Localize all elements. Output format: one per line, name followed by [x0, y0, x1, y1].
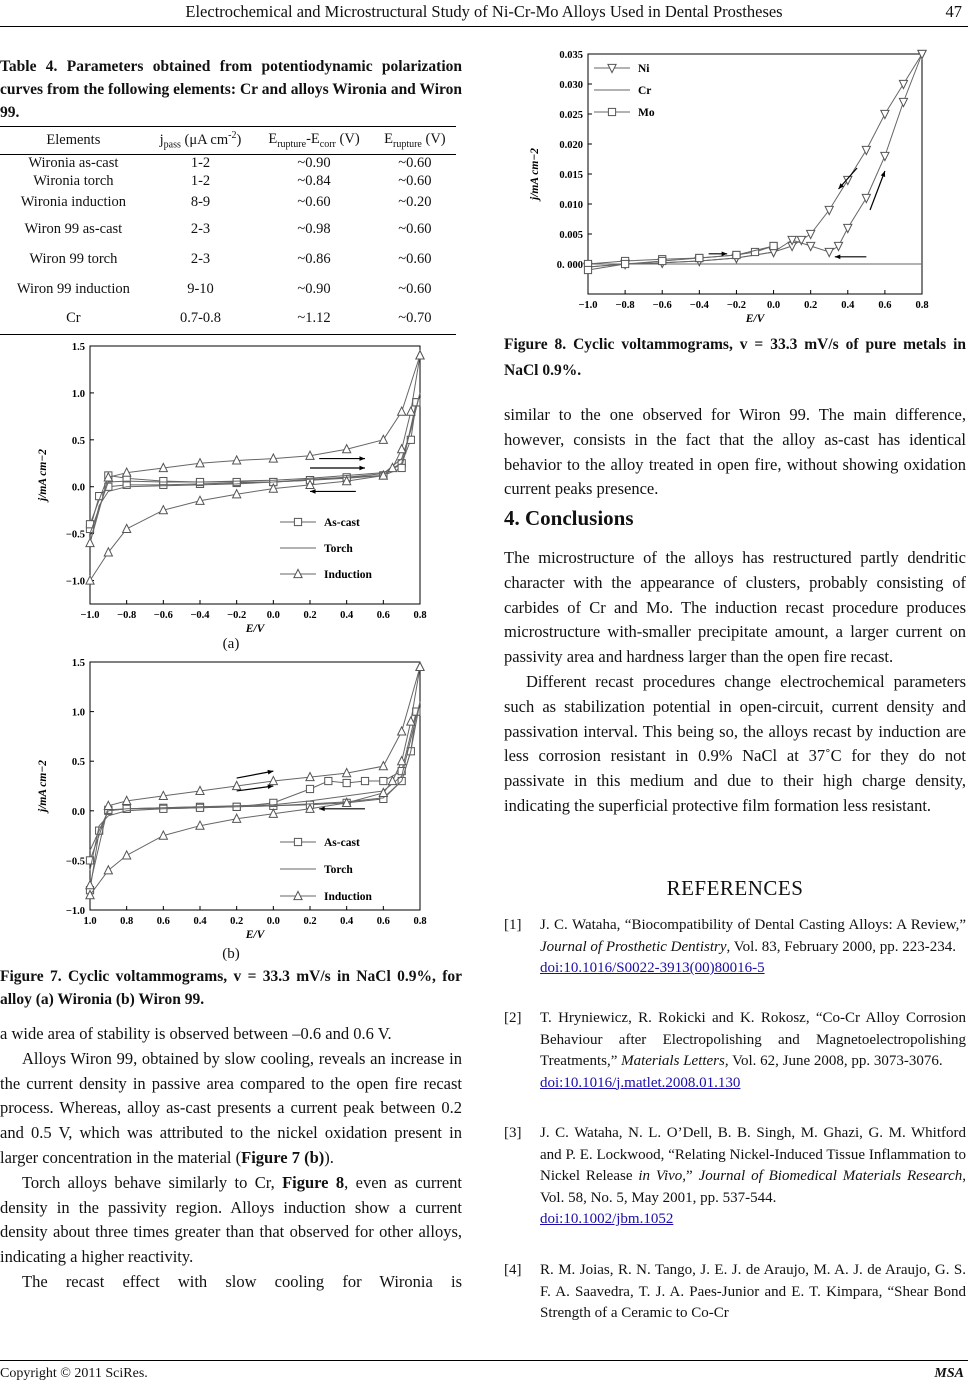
data-point — [834, 242, 842, 250]
conclusion-paragraph-2: Different recast procedures change electrochemical parameters such as stabilization potential in open-circuit, current density and passivation interval. This being so, the alloys recast by induction are less corrosion resistant in 0.9% NaCl at 37˚C for they do not passivate in this medium and due to their high charge density, indicating the superficial protective film formation less resistant. — [504, 671, 966, 815]
x-tick-label: 0.4 — [841, 300, 855, 311]
table-cell: ~0.90 — [297, 154, 331, 171]
x-tick-label: 0.2 — [303, 916, 317, 927]
x-tick-label: 1.0 — [83, 916, 97, 927]
y-tick-label: 0. 000 — [556, 260, 583, 271]
figure-8-caption: Figure 8. Cyclic voltammograms, v = 33.3 mV/s of pure metals in NaCl 0.9%. — [504, 336, 966, 379]
series-line — [588, 246, 774, 264]
doi-link-1[interactable]: doi:10.1016/S0022-3913(00)80016-5 — [540, 960, 765, 976]
table-row — [0, 190, 456, 214]
conclusion-paragraph-1: The microstructure of the alloys has restructured partly dendritic character with the appearance of clusters, probably consisting of carbides of Cr and Mo. The induction recast procedure produces microstructure with-smaller precipitate amount, a larger current on passivity area and hardness larger than the open fire recast. — [504, 548, 966, 667]
arrow-head — [359, 466, 365, 471]
data-point — [733, 251, 740, 258]
x-tick-label: −1.0 — [578, 300, 598, 311]
data-point — [86, 881, 94, 889]
legend-label: As-cast — [324, 837, 360, 849]
data-point — [608, 108, 615, 115]
data-point — [398, 464, 405, 471]
table-cell: Wironia torch — [33, 172, 114, 189]
conclusions-text — [504, 546, 966, 819]
x-tick-label: 0.2 — [303, 610, 317, 621]
data-point — [379, 762, 387, 770]
table4 — [0, 126, 462, 335]
x-tick-label: 0.2 — [804, 300, 818, 311]
data-point — [881, 152, 889, 160]
y-tick-label: 0.015 — [559, 170, 583, 181]
left-paragraph-1: a wide area of stability is observed between –0.6 and 0.6 V. — [0, 1024, 392, 1043]
data-point — [881, 110, 889, 118]
data-point — [844, 224, 852, 232]
left-paragraph-2: Alloys Wiron 99, obtained by slow cooling, reveals an increase in the current density in passive area compared to the open fire recast process. Whereas, alloy as-cast presents a current peak between 0.2 and 0.5 V, which was attributed to the nickel oxidation present in larger concentration in the material (Figure 7 (b)). — [0, 1048, 462, 1167]
y-tick-label: 0.025 — [559, 110, 583, 121]
x-tick-label: 0.8 — [413, 916, 427, 927]
x-tick-label: 0.6 — [878, 300, 892, 311]
table-cell: ~0.60 — [398, 220, 432, 237]
series-line — [90, 355, 420, 543]
legend-label: As-cast — [324, 517, 360, 529]
right-paragraph-1: similar to the one observed for Wiron 99. The main difference, however, consists in the fact that the alloy as-cast has identical behavior to the alloy treated in open fire, without showing oxidation current peaks presence. — [504, 405, 966, 499]
y-tick-label: −0.5 — [65, 529, 85, 541]
x-tick-label: −0.8 — [117, 610, 137, 621]
y-tick-label: 1.0 — [71, 388, 85, 400]
data-point — [407, 407, 415, 415]
y-axis-label: j/mA cm−2 — [37, 448, 49, 502]
reference-4: [4] R. M. Joias, R. N. Tango, J. E. J. de Araujo, M. A. J. de Araujo, G. S. F. A. Saavedra, T. J. A. Paes-Junior and E. T. Kimpara, “Shear Bond Strength of a Ceramic to Co-Cr — [504, 1262, 966, 1321]
table-cell: Wiron 99 induction — [16, 280, 130, 297]
series-line — [90, 393, 420, 543]
y-axis-label: j/mA cm−2 — [37, 759, 49, 813]
left-paragraph-3: Torch alloys behave similarly to Cr, Figure 8, even as current density in the passivity region. Alloys induction show a current density about three times greater than that observed for other alloys, indicating a higher reactivity. — [0, 1172, 462, 1267]
x-tick-label: −0.4 — [190, 610, 210, 621]
y-tick-label: 0.005 — [559, 230, 583, 241]
series-line — [588, 246, 774, 270]
arrow-head — [359, 456, 365, 461]
x-tick-label: 0.2 — [230, 916, 244, 927]
series-line — [90, 402, 416, 524]
table-row — [0, 244, 456, 274]
figure-7b-ref[interactable]: Figure 7 (b) — [241, 1147, 325, 1167]
data-point — [398, 407, 406, 415]
table4-caption: Table 4. Parameters obtained from potentiodynamic polarization curves from the following elements: Cr and alloys Wironia and Wiron 99. — [0, 58, 462, 121]
figure-7a — [30, 340, 430, 645]
data-point — [413, 399, 420, 406]
reference-3: [3] J. C. Wataha, N. L. O’Dell, B. B. Singh, M. Ghazi, G. M. Whitford and P. E. Lockwood, “Relating Nickel-Induced Tissue Inflammation to Nickel Release in Vivo,” Journal of Biomedical Materials Research, Vol. 58, No. 5, May 2001, pp. 537-544. doi:10.1002/jbm.1052 — [504, 1125, 967, 1227]
page-header — [0, 0, 968, 30]
table-cell: ~0.60 — [398, 250, 432, 267]
data-point — [294, 838, 301, 845]
plot-frame — [90, 662, 420, 910]
data-point — [862, 146, 870, 154]
table-header-elements: Elements — [0, 127, 147, 155]
table-cell: 0.7-0.8 — [147, 304, 255, 334]
footer-rule — [0, 1360, 968, 1361]
x-tick-label: 0.0 — [266, 610, 280, 621]
legend-label: Induction — [324, 569, 372, 581]
x-tick-label: 0.4 — [193, 916, 207, 927]
y-axis-label: j/mA cm−2 — [529, 147, 541, 201]
data-point — [584, 266, 591, 273]
data-point — [862, 194, 870, 202]
arrow-head — [881, 171, 885, 177]
table-cell: 1-2 — [190, 172, 211, 189]
x-axis-label: E/V — [245, 929, 265, 941]
data-point — [343, 779, 350, 786]
data-point — [659, 257, 666, 264]
chart-8-svg — [528, 48, 938, 333]
data-point — [622, 260, 629, 267]
data-point — [899, 98, 907, 106]
data-point — [233, 478, 240, 485]
y-tick-label: 1.0 — [71, 707, 85, 719]
data-point — [104, 866, 112, 874]
page-number: 47 — [945, 2, 962, 21]
footer-copyright: Copyright © 2011 SciRes. — [0, 1366, 148, 1381]
x-tick-label: −0.6 — [652, 300, 672, 311]
table-cell: Cr — [0, 304, 147, 334]
table-header-jpass: $j_{pass}$ (μA $cm^{-2}$) — [147, 127, 255, 155]
references-list — [504, 915, 966, 1355]
figure-8 — [528, 48, 938, 338]
right-body-text — [504, 403, 966, 502]
direction-arrow — [237, 771, 274, 778]
parameters-table — [0, 126, 456, 335]
table-cell: ~1.12 — [254, 304, 374, 334]
y-tick-label: 0.5 — [71, 757, 85, 769]
data-point — [416, 662, 424, 670]
legend-label: Torch — [324, 543, 353, 555]
x-axis-label: E/V — [245, 623, 265, 635]
series-line — [90, 702, 420, 851]
y-tick-label: −1.0 — [65, 906, 85, 917]
data-point — [380, 777, 387, 784]
arrow-head — [267, 770, 273, 775]
direction-arrow — [870, 171, 885, 210]
y-tick-label: 1.5 — [71, 658, 85, 669]
x-tick-label: −0.2 — [227, 610, 247, 621]
x-tick-label: −0.6 — [153, 610, 173, 621]
series-line — [90, 712, 416, 861]
table-row — [0, 172, 456, 190]
table-cell: ~0.90 — [297, 280, 331, 297]
data-point — [696, 254, 703, 261]
data-point — [770, 242, 777, 249]
table-row — [0, 304, 456, 334]
data-point — [160, 477, 167, 484]
reference-2: [2] T. Hryniewicz, R. Rokicki and K. Rokosz, “Co-Cr Alloy Corrosion Behaviour after Electropolishing and Magnetoelectropolishing Treatments,” Materials Letters, Vol. 62, June 2008, pp. 3073-3076. doi:10.1016/j.matlet.2008.01.130 — [504, 1010, 966, 1091]
table-row — [0, 274, 456, 304]
data-point — [416, 351, 424, 359]
y-tick-label: −1.0 — [65, 576, 85, 588]
data-point — [807, 230, 815, 238]
table-cell: ~0.84 — [297, 172, 331, 189]
table-cell: ~0.98 — [297, 220, 331, 237]
table-header-erupture-ecorr: $E_{rupture}-E_{corr}$ (V) — [254, 127, 374, 155]
table-row — [0, 214, 456, 244]
figure-8-ref[interactable]: Figure 8 — [282, 1172, 345, 1192]
y-tick-label: −0.5 — [65, 856, 85, 868]
data-point — [123, 524, 131, 532]
table-cell: Wironia induction — [20, 193, 127, 210]
x-tick-label: −1.0 — [80, 610, 100, 621]
table-header-erupture: $E_{rupture}$ (V) — [374, 127, 456, 155]
figure-7-caption: Figure 7. Cyclic voltammograms, v = 33.3 mV/s in NaCl 0.9%, for alloy (a) Wironia (b) Wiron 99. — [0, 968, 462, 1008]
data-point — [123, 851, 131, 859]
table-cell: Wiron 99 as-cast — [24, 220, 123, 237]
x-tick-label: 0.4 — [340, 916, 354, 927]
x-tick-label: 0.8 — [915, 300, 929, 311]
table-cell: ~0.86 — [297, 250, 331, 267]
table-cell: 2-3 — [190, 250, 211, 267]
arrow-head — [835, 254, 841, 259]
conclusions-heading: 4. Conclusions — [504, 506, 634, 530]
series-line — [90, 393, 420, 534]
series-line — [90, 402, 416, 529]
footer-journal: MSA — [934, 1366, 964, 1381]
y-tick-label: 1.5 — [71, 342, 85, 353]
legend-label: Ni — [638, 63, 650, 75]
y-tick-label: 0.5 — [71, 435, 85, 447]
data-point — [86, 576, 94, 584]
left-body-text — [0, 1022, 462, 1295]
table-cell: ~0.60 — [398, 280, 432, 297]
table-cell: ~0.70 — [374, 304, 456, 334]
x-tick-label: −0.4 — [689, 300, 709, 311]
doi-link-3[interactable]: doi:10.1002/jbm.1052 — [540, 1211, 674, 1227]
chart-7b-svg — [30, 652, 430, 952]
x-tick-label: 0.8 — [120, 916, 134, 927]
y-tick-label: 0.010 — [559, 200, 583, 211]
x-tick-label: 0.0 — [766, 300, 781, 311]
data-point — [398, 727, 406, 735]
legend-label: Cr — [638, 85, 652, 97]
table-cell: ~0.60 — [297, 193, 331, 210]
data-point — [294, 518, 301, 525]
legend-label: Mo — [638, 107, 655, 119]
table-cell: ~0.60 — [398, 172, 432, 189]
data-point — [86, 538, 94, 546]
data-point — [306, 785, 313, 792]
data-point — [325, 777, 332, 784]
table-cell: 1-2 — [190, 154, 211, 171]
table-cell: Wironia as-cast — [28, 154, 119, 171]
x-tick-label: 0.8 — [413, 610, 427, 621]
y-tick-label: 0.035 — [559, 50, 583, 61]
series-line — [90, 712, 416, 891]
series-line — [90, 355, 420, 580]
data-point — [825, 248, 833, 256]
x-tick-label: 0.6 — [156, 916, 170, 927]
left-paragraph-4: The recast effect with slow cooling for Wironia is — [22, 1271, 462, 1291]
doi-link-2[interactable]: doi:10.1016/j.matlet.2008.01.130 — [540, 1074, 741, 1091]
y-tick-label: 0.020 — [559, 140, 583, 151]
data-point — [899, 80, 907, 88]
panel-label-b: (b) — [222, 946, 240, 962]
arrow-head — [310, 489, 316, 494]
x-tick-label: 0.4 — [340, 610, 354, 621]
table-cell: 2-3 — [190, 220, 211, 237]
table-cell: ~0.60 — [398, 154, 432, 171]
table-cell: 9-10 — [187, 280, 214, 297]
reference-1: [1] J. C. Wataha, “Biocompatibility of Dental Casting Alloys: A Review,” Journal of Prosthetic Dentistry, Vol. 83, February 2000, pp. 223-234. doi:10.1016/S0022-3913(00)80016-5 — [504, 917, 966, 976]
running-title: Electrochemical and Microstructural Study of Ni-Cr-Mo Alloys Used in Dental Prostheses — [185, 2, 783, 21]
table-cell: 8-9 — [190, 193, 211, 210]
x-tick-label: 0.0 — [266, 916, 280, 927]
x-tick-label: 0.6 — [376, 610, 390, 621]
y-tick-label: 0.030 — [559, 80, 583, 91]
data-point — [361, 777, 368, 784]
header-rule — [0, 26, 968, 27]
data-point — [379, 435, 387, 443]
chart-7a-svg — [30, 340, 430, 640]
table-cell: ~0.20 — [398, 193, 432, 210]
x-tick-label: −0.2 — [726, 300, 746, 311]
figure-7b — [30, 652, 430, 957]
series-line — [90, 667, 420, 885]
x-tick-label: −0.8 — [615, 300, 635, 311]
series-line — [90, 702, 420, 871]
legend-label: Torch — [324, 864, 353, 876]
table-row — [0, 154, 456, 172]
references-heading: REFERENCES — [666, 876, 804, 900]
direction-arrow — [237, 786, 274, 791]
x-tick-label: 0.6 — [376, 916, 390, 927]
legend-label: Induction — [324, 891, 372, 903]
y-tick-label: 0.0 — [71, 482, 85, 494]
panel-label-a: (a) — [222, 636, 240, 652]
y-tick-label: 0.0 — [71, 806, 85, 818]
table-cell: Wiron 99 torch — [29, 250, 118, 267]
x-axis-label: E/V — [745, 313, 765, 325]
